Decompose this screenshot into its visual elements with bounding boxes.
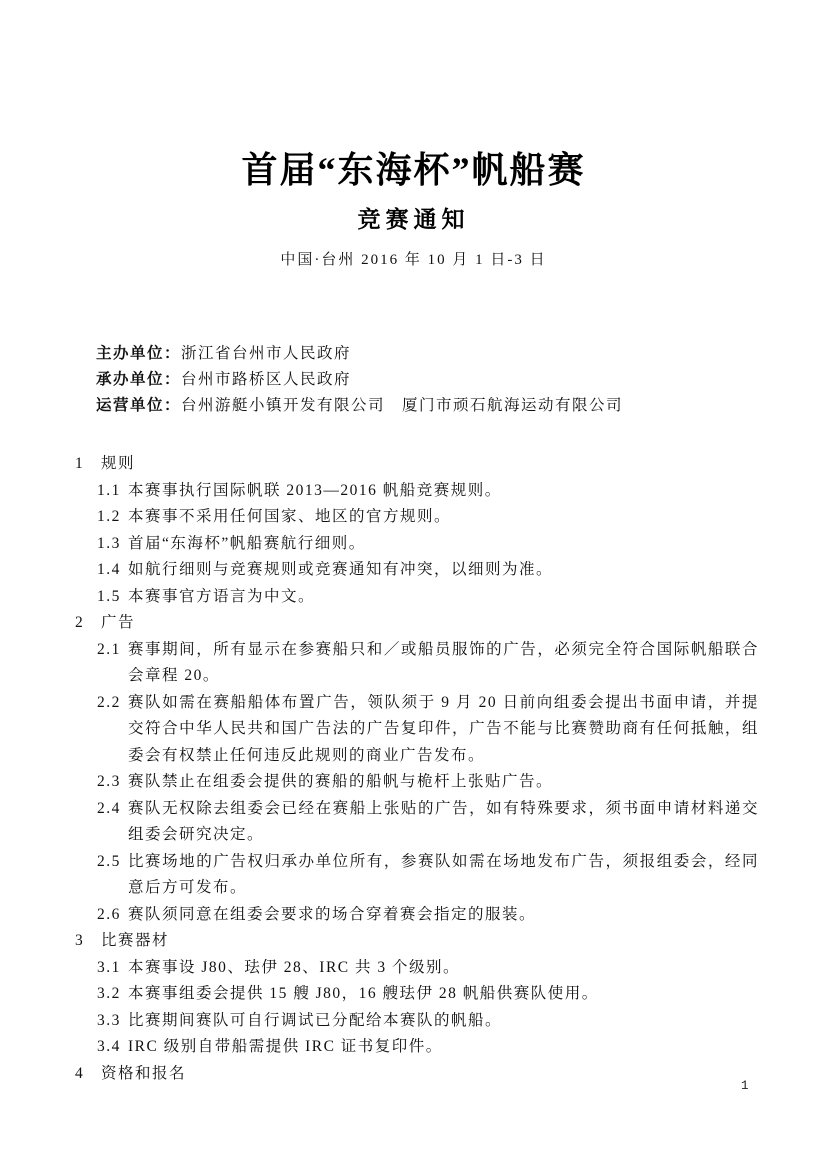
list-item (97, 1034, 759, 1061)
item-number: 3.4 (97, 1038, 121, 1055)
item-text: 比赛期间赛队可自行调试已分配给本赛队的帆船。 (128, 1011, 503, 1029)
item-text: 赛队禁止在组委会提供的赛船的船帆与桅杆上张贴广告。 (128, 773, 554, 790)
item-text: 赛事期间，所有显示在参赛船只和／或船员服饰的广告，必须完全符合国际帆船联合会章程 20。 (128, 640, 759, 684)
item-number: 1.2 (97, 508, 121, 525)
list-item (97, 796, 759, 849)
list-item (97, 690, 759, 770)
item-number: 3.3 (97, 1011, 121, 1029)
item-text: 本赛事设 J80、珐伊 28、IRC 共 3 个级别。 (128, 958, 460, 976)
organizer-block (96, 341, 757, 419)
list-item (97, 902, 759, 929)
item-number: 2.2 (97, 693, 121, 711)
organizer-label: 主办单位： (96, 345, 182, 362)
item-number: 2.4 (97, 799, 121, 817)
list-item (97, 1008, 759, 1035)
list-item (97, 504, 759, 531)
list-item (97, 557, 759, 584)
organizer-row (96, 367, 757, 393)
list-item (97, 955, 759, 982)
section-heading-eligibility (75, 1061, 759, 1088)
item-text: 赛队须同意在组委会要求的场合穿着赛会指定的服装。 (128, 905, 537, 923)
list-item (97, 478, 759, 505)
list-item (97, 981, 759, 1008)
item-text: 本赛事执行国际帆联 2013—2016 帆船竞赛规则。 (128, 481, 502, 499)
section-number: 3 (75, 932, 85, 949)
item-number: 1.5 (97, 587, 121, 605)
section-number: 2 (75, 614, 85, 631)
organizer-label: 承办单位： (96, 371, 182, 388)
section-number: 1 (75, 455, 85, 472)
item-number: 1.3 (97, 534, 121, 552)
organizer-label: 运营单位： (96, 397, 182, 414)
item-number: 1.4 (97, 561, 121, 578)
document-body (75, 451, 759, 1087)
page-number: 1 (741, 1079, 749, 1093)
item-number: 2.5 (97, 852, 121, 870)
section-title: 资格和报名 (101, 1064, 187, 1082)
item-number: 2.3 (97, 773, 121, 790)
item-text: 首届“东海杯”帆船赛航行细则。 (128, 534, 366, 552)
item-number: 3.2 (97, 985, 121, 1002)
list-item (97, 531, 759, 558)
item-text: 本赛事组委会提供 15 艘 J80，16 艘珐伊 28 帆船供赛队使用。 (128, 985, 599, 1002)
section-number: 4 (75, 1064, 85, 1082)
item-text: 本赛事不采用任何国家、地区的官方规则。 (128, 508, 452, 525)
item-text: 比赛场地的广告权归承办单位所有，参赛队如需在场地发布广告，须报组委会，经同意后方可发布。 (128, 852, 759, 896)
section-title: 广告 (101, 614, 136, 631)
event-dateline: 中国·台州 2016 年 10 月 1 日-3 日 (280, 252, 547, 268)
item-number: 3.1 (97, 958, 121, 976)
list-item (97, 769, 759, 796)
item-text: 如航行细则与竞赛规则或竞赛通知有冲突，以细则为准。 (128, 561, 554, 578)
item-text: 本赛事官方语言为中文。 (128, 587, 316, 605)
page-title: 首届“东海杯”帆船赛 (241, 150, 586, 190)
section-heading-rules (75, 451, 759, 478)
list-item (97, 637, 759, 690)
organizer-row (96, 393, 757, 419)
section-heading-advertising (75, 610, 759, 637)
section-title: 比赛器材 (101, 932, 170, 949)
section-heading-equipment (75, 928, 759, 955)
item-number: 2.6 (97, 905, 121, 923)
item-number: 2.1 (97, 640, 121, 658)
organizer-value: 台州游艇小镇开发有限公司 厦门市顽石航海运动有限公司 (181, 397, 624, 414)
organizer-value: 浙江省台州市人民政府 (181, 345, 352, 362)
organizer-value: 台州市路桥区人民政府 (181, 371, 352, 388)
item-text: IRC 级别自带船需提供 IRC 证书复印件。 (128, 1038, 443, 1055)
section-title: 规则 (101, 455, 136, 472)
page-subtitle: 竞赛通知 (357, 207, 470, 232)
list-item (97, 849, 759, 902)
item-text: 赛队如需在赛船船体布置广告，领队须于 9 月 20 日前向组委会提出书面申请，并提交符合中华人民共和国广告法的广告复印件，广告不能与比赛赞助商有任何抵触，组委会有权禁止任何违反此规则的商业广告发布。 (128, 693, 759, 764)
list-item (97, 584, 759, 611)
item-text: 赛队无权除去组委会已经在赛船上张贴的广告，如有特殊要求，须书面申请材料递交组委会研究决定。 (128, 799, 759, 843)
organizer-row (96, 341, 757, 367)
item-number: 1.1 (97, 481, 121, 499)
